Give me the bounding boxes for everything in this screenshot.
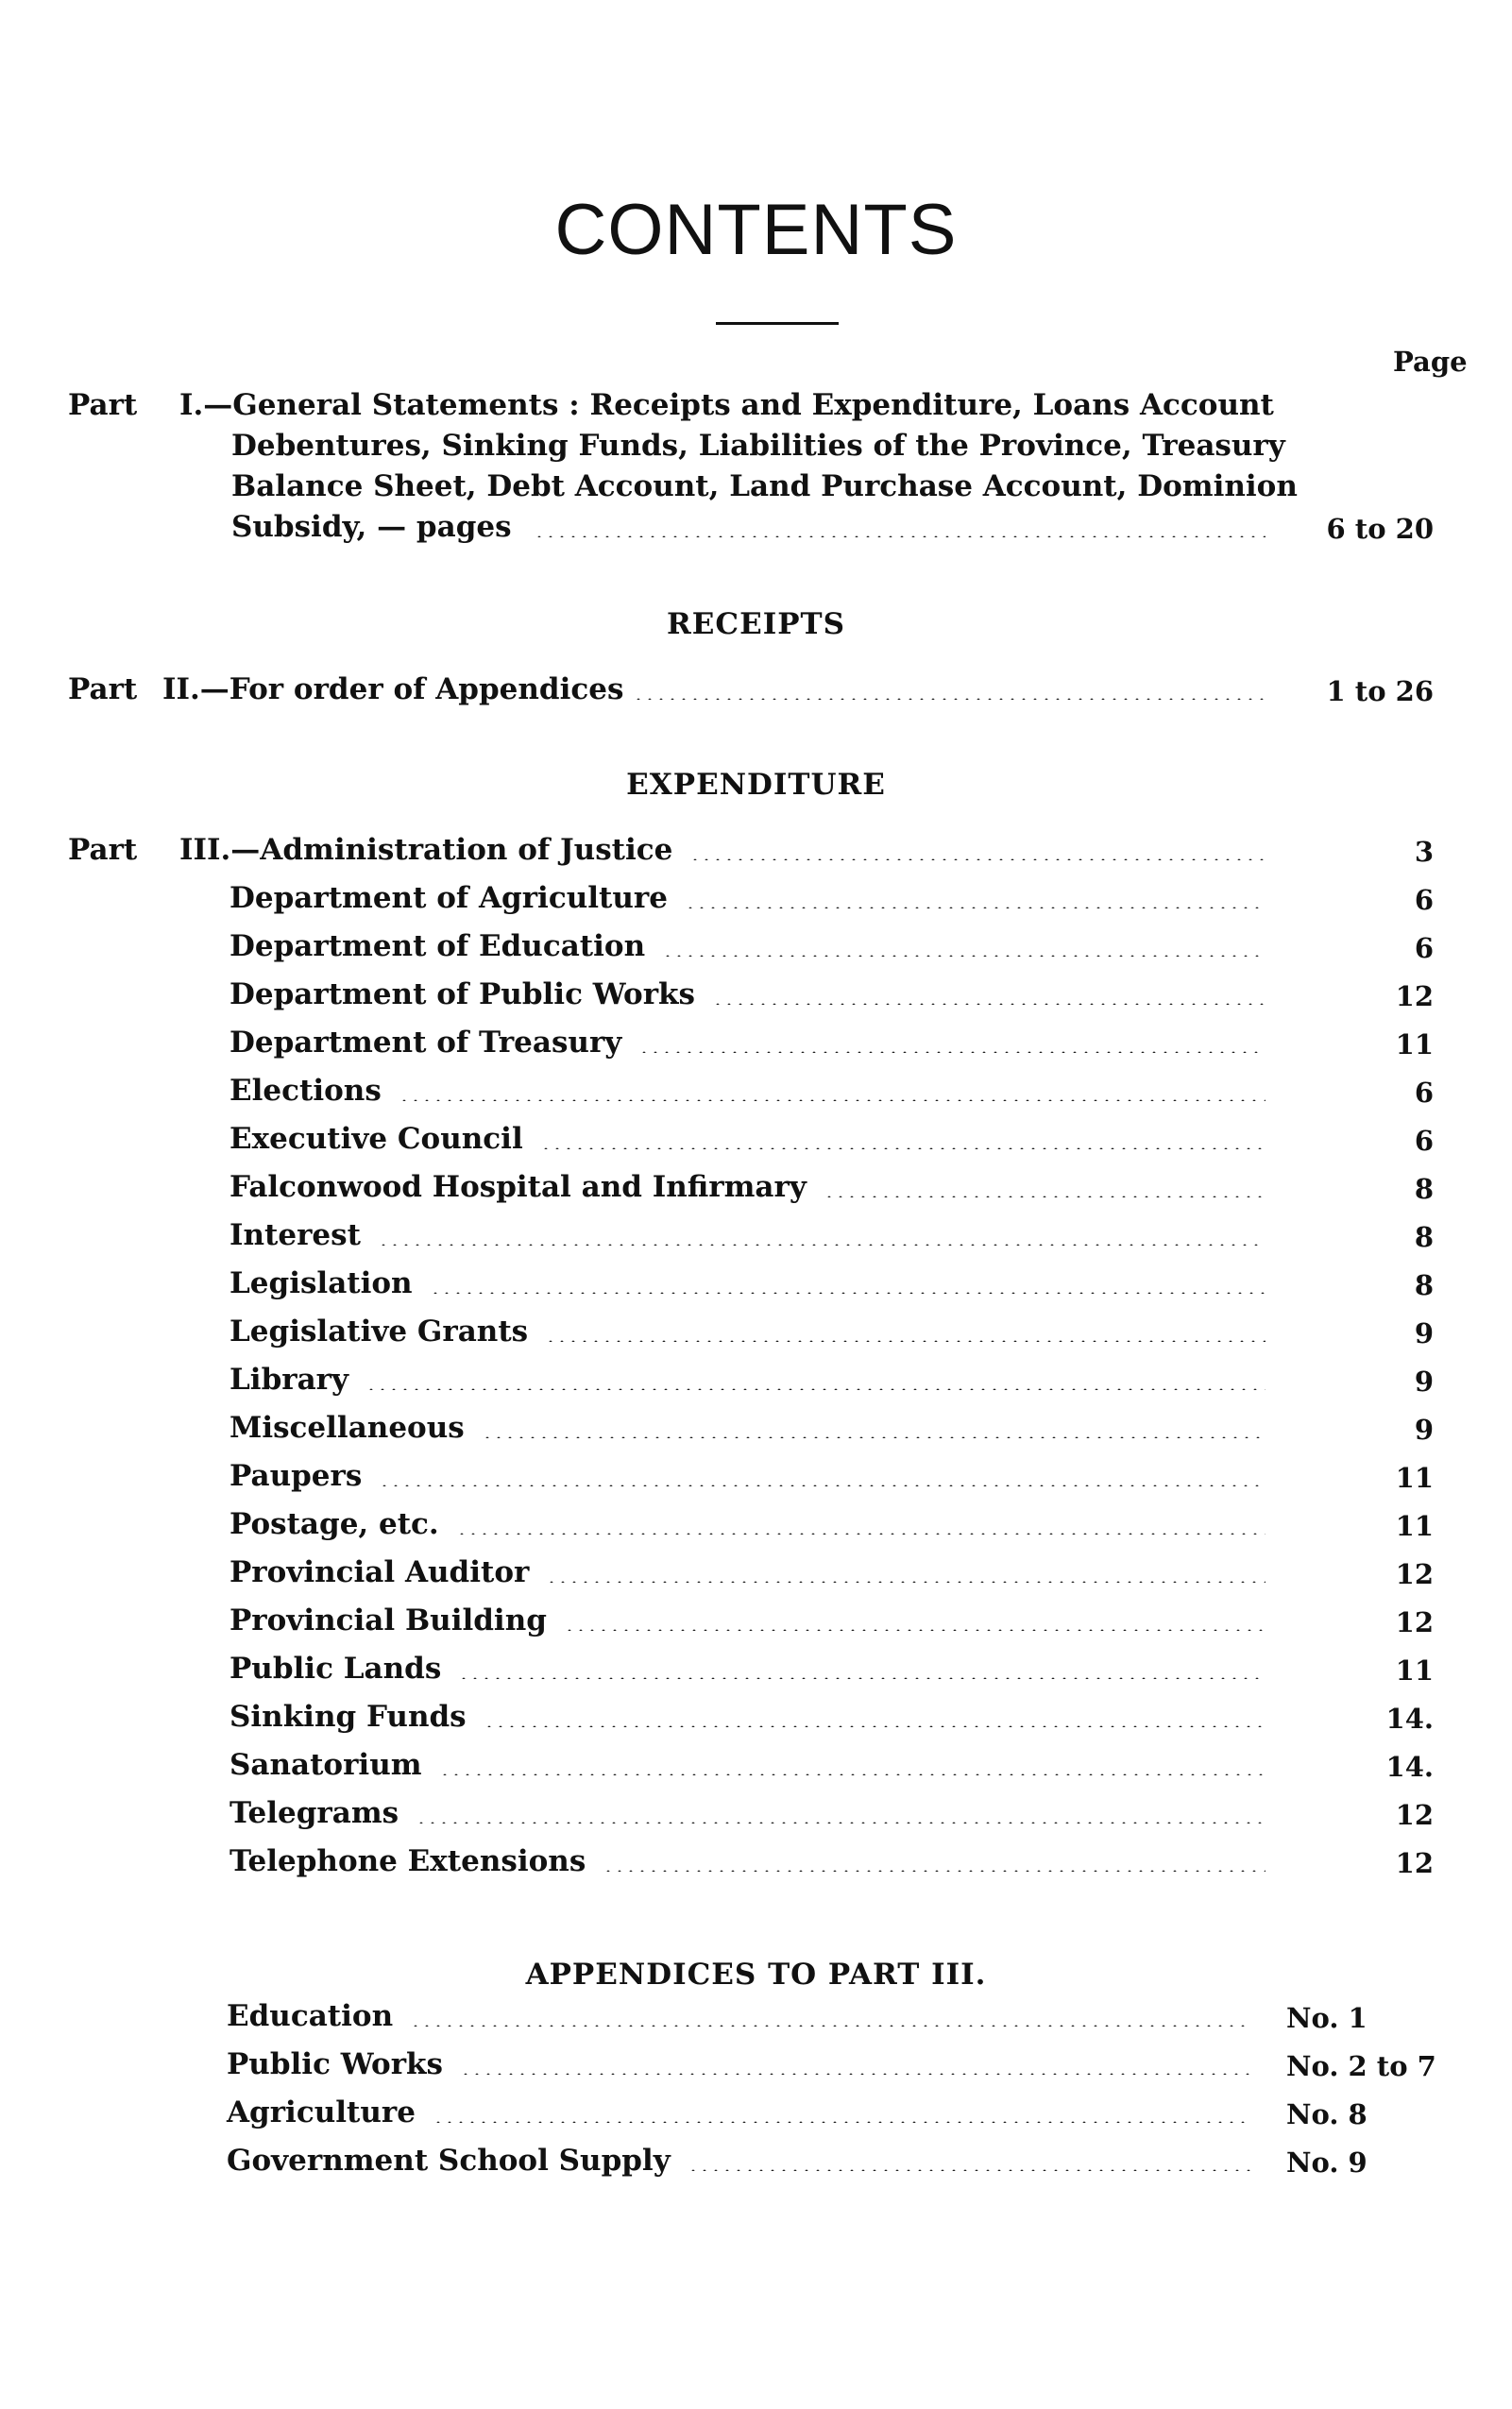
expenditure-item-page: 8 bbox=[1414, 1269, 1434, 1301]
expenditure-item-page: 14. bbox=[1385, 1703, 1434, 1735]
expenditure-item-label: Department of Agriculture bbox=[229, 881, 668, 915]
expenditure-heading: EXPENDITURE bbox=[626, 768, 886, 802]
part1-label: Part bbox=[68, 388, 138, 422]
expenditure-item-label: Telephone Extensions bbox=[229, 1844, 586, 1878]
part2-leader-dots bbox=[633, 698, 1266, 700]
expenditure-item-page: 8 bbox=[1414, 1173, 1434, 1205]
leader-dots bbox=[399, 1099, 1266, 1101]
leader-dots bbox=[378, 1244, 1266, 1246]
expenditure-item-label: Miscellaneous bbox=[229, 1411, 465, 1445]
expenditure-item-label: Elections bbox=[229, 1074, 382, 1108]
expenditure-item-page: 9 bbox=[1414, 1317, 1434, 1349]
leader-dots bbox=[458, 1677, 1266, 1679]
appendix-item-label: Education bbox=[227, 1999, 394, 2033]
expenditure-item-page: 9 bbox=[1414, 1414, 1434, 1446]
expenditure-item-page: 11 bbox=[1395, 1510, 1434, 1542]
leader-dots bbox=[603, 1870, 1266, 1872]
leader-dots bbox=[688, 2169, 1251, 2171]
leader-dots bbox=[460, 2073, 1251, 2075]
expenditure-item-label: Paupers bbox=[229, 1459, 363, 1493]
expenditure-item-label: Public Lands bbox=[229, 1652, 442, 1686]
part1-line1: I.—General Statements : Receipts and Expenditure, Loans Account bbox=[179, 388, 1274, 422]
expenditure-item-page: 14. bbox=[1385, 1751, 1434, 1783]
part2-pages: 1 to 26 bbox=[1326, 675, 1434, 707]
leader-dots bbox=[662, 955, 1266, 957]
appendix-item-label: Agriculture bbox=[227, 2095, 416, 2129]
expenditure-item-page: 12 bbox=[1395, 1606, 1434, 1638]
part1-line3: Balance Sheet, Debt Account, Land Purchase Account, Dominion bbox=[231, 469, 1298, 503]
expenditure-item-page: 12 bbox=[1395, 980, 1434, 1012]
expenditure-item-label: Legislative Grants bbox=[229, 1315, 529, 1349]
appendices-heading: APPENDICES TO PART III. bbox=[525, 1958, 987, 1992]
expenditure-item-label: Postage, etc. bbox=[229, 1507, 439, 1541]
expenditure-item-label: Falconwood Hospital and Infirmary bbox=[229, 1170, 807, 1204]
appendix-item-ref: No. 1 bbox=[1286, 2002, 1368, 2034]
appendix-item-label: Government School Supply bbox=[227, 2144, 671, 2178]
leader-dots bbox=[712, 1003, 1266, 1005]
leader-dots bbox=[685, 907, 1266, 908]
expenditure-item-page: 3 bbox=[1414, 836, 1434, 868]
expenditure-item-label: Telegrams bbox=[229, 1796, 399, 1830]
part1-line4: Subsidy, — pages bbox=[231, 510, 512, 544]
part3-label: Part bbox=[68, 833, 138, 867]
appendix-item-ref: No. 2 to 7 bbox=[1286, 2050, 1436, 2082]
page-title: CONTENTS bbox=[554, 190, 958, 270]
leader-dots bbox=[540, 1147, 1266, 1149]
expenditure-item-page: 12 bbox=[1395, 1799, 1434, 1831]
leader-dots bbox=[545, 1340, 1266, 1342]
expenditure-item-page: 6 bbox=[1414, 884, 1434, 916]
expenditure-item-label: Sanatorium bbox=[229, 1748, 422, 1782]
expenditure-item-page: 11 bbox=[1395, 1028, 1434, 1060]
leader-dots bbox=[482, 1436, 1266, 1438]
expenditure-item-label: Interest bbox=[229, 1218, 361, 1252]
expenditure-item-label: Department of Public Works bbox=[229, 977, 695, 1011]
leader-dots bbox=[416, 1822, 1266, 1824]
appendix-item-label: Public Works bbox=[227, 2047, 443, 2081]
leader-dots bbox=[433, 2121, 1251, 2123]
leader-dots bbox=[456, 1533, 1266, 1535]
expenditure-item-label: Sinking Funds bbox=[229, 1700, 467, 1734]
part1-leader-dots bbox=[534, 535, 1266, 537]
expenditure-item-page: 12 bbox=[1395, 1847, 1434, 1879]
expenditure-item-label: Executive Council bbox=[229, 1122, 523, 1156]
expenditure-item-label: Department of Education bbox=[229, 929, 646, 963]
leader-dots bbox=[365, 1388, 1266, 1390]
expenditure-item-page: 6 bbox=[1414, 932, 1434, 964]
page-column-header: Page bbox=[1393, 346, 1468, 378]
part1-line2: Debentures, Sinking Funds, Liabilities of the Province, Treasury bbox=[231, 429, 1285, 463]
leader-dots bbox=[824, 1196, 1266, 1197]
expenditure-item-page: 6 bbox=[1414, 1125, 1434, 1157]
part2-text: II.—For order of Appendices bbox=[162, 672, 624, 706]
receipts-heading: RECEIPTS bbox=[667, 607, 845, 641]
expenditure-item-page: 11 bbox=[1395, 1654, 1434, 1687]
part2-label: Part bbox=[68, 672, 138, 706]
leader-dots bbox=[430, 1292, 1266, 1294]
leader-dots bbox=[439, 1773, 1266, 1775]
leader-dots bbox=[546, 1581, 1266, 1583]
title-rule bbox=[716, 322, 839, 325]
expenditure-item-page: 11 bbox=[1395, 1462, 1434, 1494]
part1-pages: 6 to 20 bbox=[1326, 513, 1434, 545]
leader-dots bbox=[689, 858, 1266, 860]
expenditure-item-label: Department of Treasury bbox=[229, 1026, 622, 1060]
leader-dots bbox=[638, 1051, 1266, 1053]
expenditure-item-page: 8 bbox=[1414, 1221, 1434, 1253]
leader-dots bbox=[564, 1629, 1266, 1631]
expenditure-item-label: Library bbox=[229, 1363, 349, 1397]
expenditure-item-label: Provincial Building bbox=[229, 1603, 547, 1637]
leader-dots bbox=[484, 1725, 1266, 1727]
expenditure-item-label: Legislation bbox=[229, 1266, 413, 1300]
expenditure-item-label: III.—Administration of Justice bbox=[179, 833, 673, 867]
leader-dots bbox=[410, 2025, 1251, 2027]
leader-dots bbox=[379, 1484, 1266, 1486]
expenditure-item-page: 9 bbox=[1414, 1366, 1434, 1398]
appendix-item-ref: No. 8 bbox=[1286, 2098, 1368, 2130]
expenditure-item-label: Provincial Auditor bbox=[229, 1555, 530, 1589]
expenditure-item-page: 12 bbox=[1395, 1558, 1434, 1590]
appendix-item-ref: No. 9 bbox=[1286, 2146, 1368, 2179]
expenditure-item-page: 6 bbox=[1414, 1077, 1434, 1109]
